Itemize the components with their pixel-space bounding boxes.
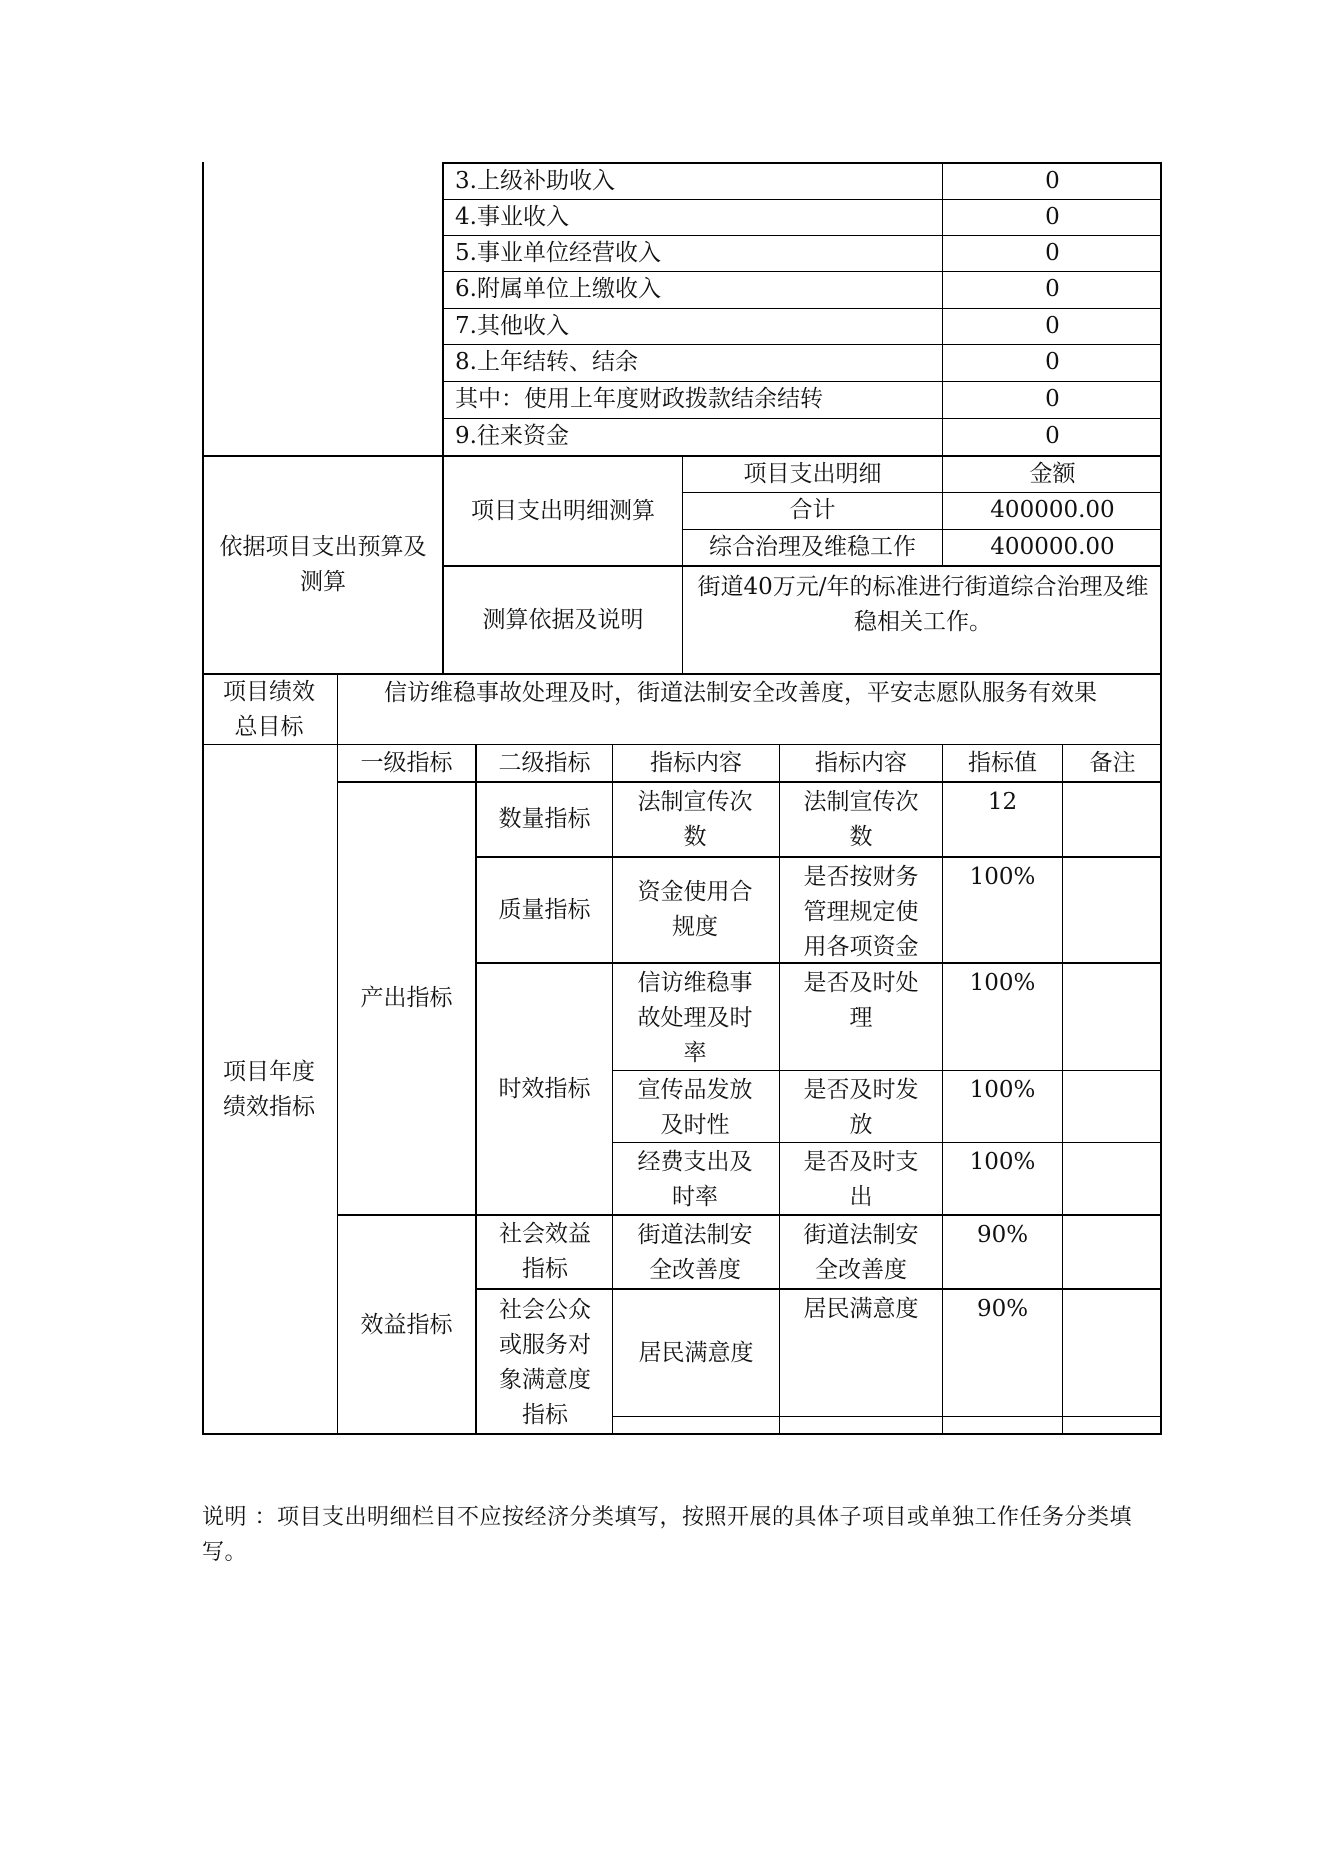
budget-basis-label: 测算依据及说明 (482, 606, 644, 633)
header-level2: 二级指标 (498, 749, 591, 776)
indicator-section-label: 项目年度绩效指标 (223, 1059, 315, 1120)
row-content-2: 街道法制安全改善度 (803, 1222, 919, 1283)
header-content-2: 指标内容 (815, 749, 907, 776)
row-content: 街道法制安全改善度 (637, 1222, 753, 1283)
income-value: 0 (1045, 167, 1060, 194)
income-value: 0 (1045, 203, 1060, 230)
income-label: 3.上级补助收入 (455, 167, 615, 194)
budget-detail-label: 项目支出明细测算 (471, 497, 655, 524)
budget-item-value: 400000.00 (990, 533, 1115, 560)
income-label: 5.事业单位经营收入 (455, 239, 661, 266)
level2-quality: 质量指标 (498, 896, 591, 923)
level2-social-benefit: 社会效益指标 (499, 1221, 591, 1282)
header-remarks: 备注 (1089, 749, 1136, 776)
row-content-2: 是否按财务管理规定使用各项资金 (803, 864, 919, 960)
goal-text: 信访维稳事故处理及时，街道法制安全改善度，平安志愿队服务有效果 (384, 679, 1097, 706)
income-value: 0 (1045, 423, 1060, 449)
row-value: 90% (976, 1222, 1029, 1248)
row-content: 居民满意度 (638, 1339, 754, 1366)
header-content: 指标内容 (650, 749, 742, 776)
budget-basis-text: 街道40万元/年的标准进行街道综合治理及维稳相关工作。 (697, 574, 1149, 635)
row-value: 100% (969, 1149, 1036, 1175)
income-label: 9.往来资金 (455, 423, 569, 449)
row-content-2: 是否及时处理 (803, 970, 919, 1031)
row-content: 法制宣传次数 (637, 789, 753, 850)
goal-label: 项目绩效总目标 (223, 678, 315, 740)
budget-header-amount: 金额 (1029, 461, 1076, 487)
row-content-2: 法制宣传次数 (803, 789, 919, 850)
row-content: 资金使用合规度 (637, 879, 753, 940)
row-content: 经费支出及时率 (637, 1149, 753, 1210)
income-label: 8.上年结转、结余 (455, 349, 638, 375)
footnote: 说明 ：项目支出明细栏目不应按经济分类填写，按照开展的具体子项目或单独工作任务分类填写。 (202, 1505, 1132, 1565)
row-value: 90% (976, 1296, 1029, 1322)
budget-total-label: 合计 (789, 497, 836, 523)
row-content-2: 居民满意度 (803, 1296, 919, 1322)
budget-total-value: 400000.00 (990, 497, 1115, 523)
row-content-2: 是否及时发放 (803, 1077, 919, 1138)
row-value: 100% (969, 970, 1036, 996)
table-border (1062, 744, 1063, 1435)
table-border (612, 1416, 1162, 1417)
row-value: 100% (969, 1077, 1036, 1103)
budget-item-label: 综合治理及维稳工作 (709, 533, 916, 560)
row-content: 信访维稳事故处理及时率 (637, 970, 753, 1066)
income-value: 0 (1045, 349, 1060, 375)
income-value: 0 (1045, 312, 1060, 339)
row-value: 12 (987, 789, 1018, 815)
income-label: 4.事业收入 (455, 203, 569, 230)
level2-timeliness: 时效指标 (498, 1075, 591, 1102)
level1-benefit: 效益指标 (360, 1312, 453, 1338)
level2-quantity: 数量指标 (498, 806, 591, 832)
budget-section-label: 依据项目支出预算及测算 (219, 534, 427, 595)
header-level1: 一级指标 (360, 749, 453, 776)
income-value: 0 (1045, 239, 1060, 266)
level2-satisfaction: 社会公众或服务对象满意度指标 (499, 1296, 591, 1428)
budget-header-item: 项目支出明细 (743, 461, 882, 487)
income-value: 0 (1045, 386, 1060, 412)
income-value: 0 (1045, 276, 1060, 302)
income-label: 其中：使用上年度财政拨款结余结转 (455, 386, 823, 412)
level1-output: 产出指标 (360, 985, 453, 1011)
income-label: 6.附属单位上缴收入 (455, 276, 661, 302)
header-value: 指标值 (968, 749, 1037, 776)
row-content-2: 是否及时支出 (803, 1149, 919, 1210)
row-content: 宣传品发放及时性 (637, 1077, 753, 1138)
income-label: 7.其他收入 (455, 312, 569, 339)
row-value: 100% (969, 864, 1036, 890)
